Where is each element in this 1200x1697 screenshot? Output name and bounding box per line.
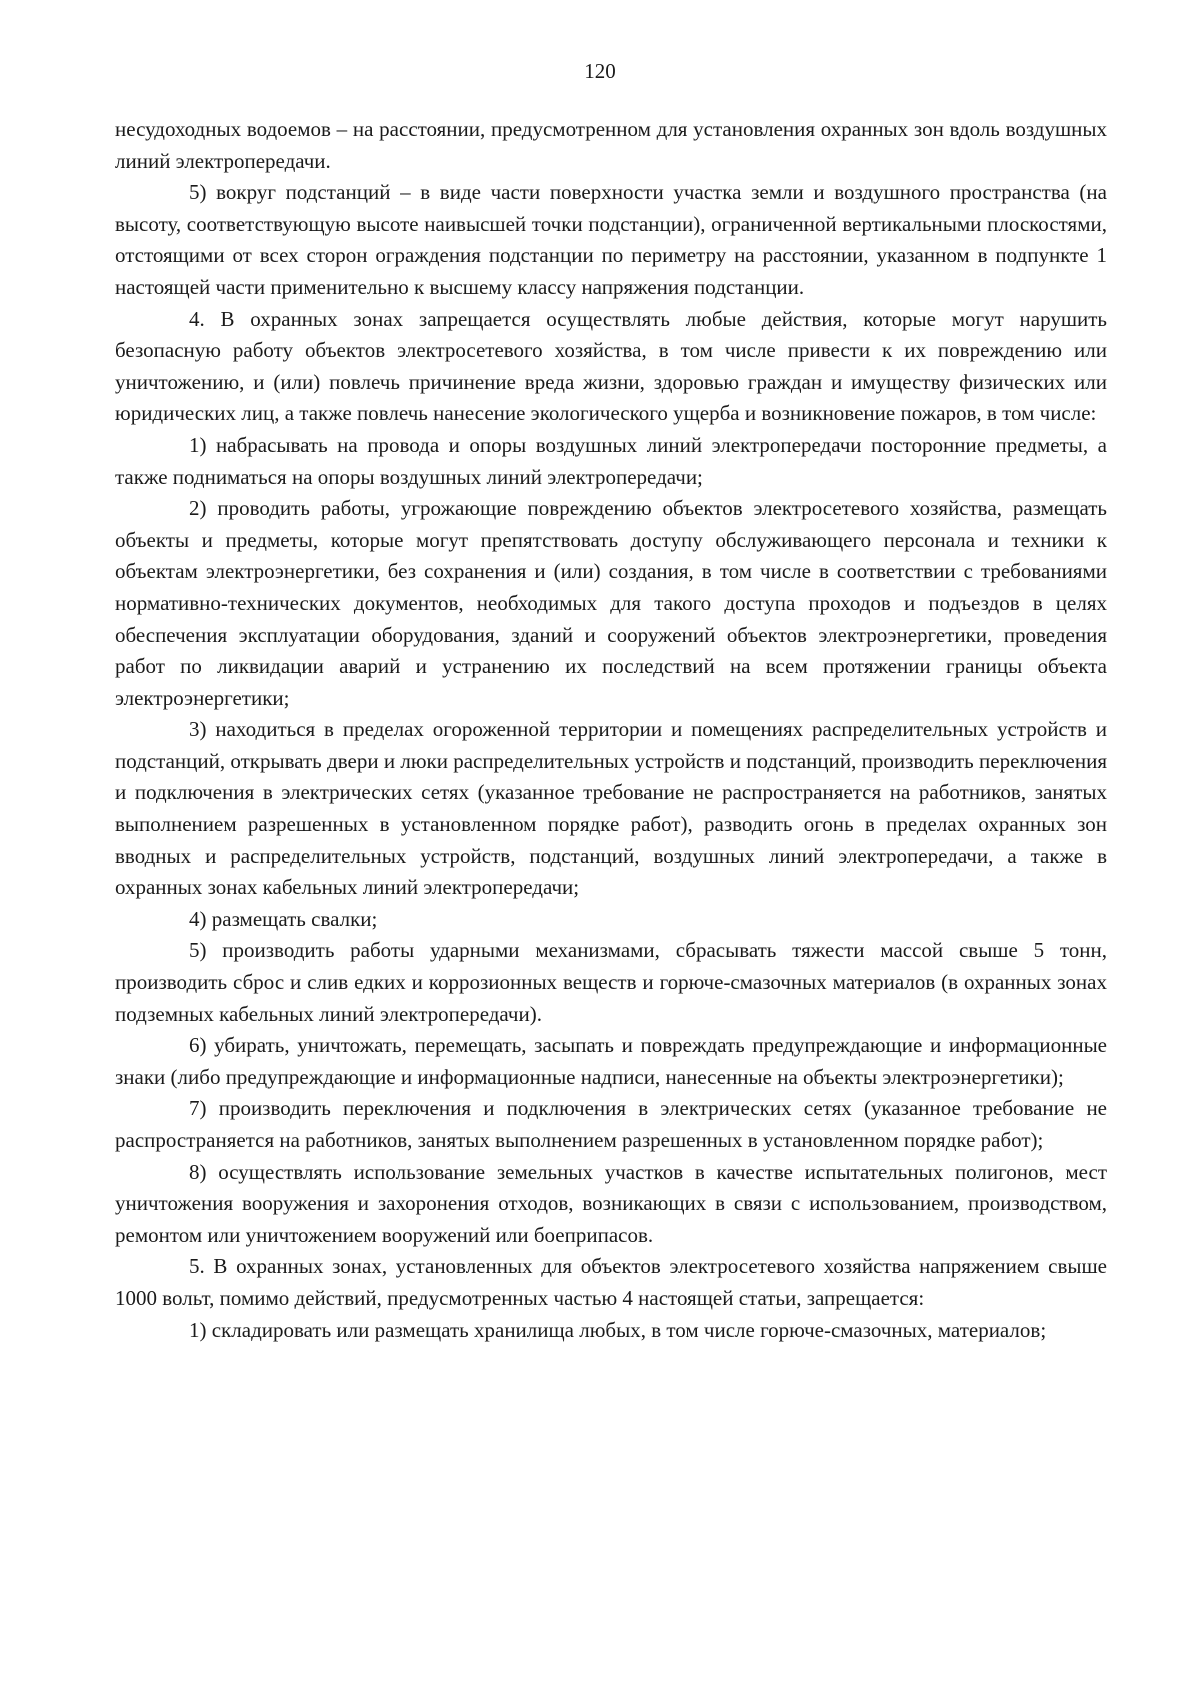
paragraph-part-4-item-2: 2) проводить работы, угрожающие повреждению объектов электросетевого хозяйства, размещать объекты и предметы, которые могут препятствовать доступу обслуживающего персонала и техники к объектам электроэнергетики, без сохранения и (или) создания, в том числе в соответствии с требованиями нормативно-технических документов, необходимых для такого доступа проходов и подъездов в целях обеспечения эксплуатации оборудования, зданий и сооружений объектов электроэнергетики, проведения работ по ликвидации аварий и устранению их последствий на всем протяжении границы объекта электроэнергетики; [115, 496, 1107, 710]
paragraph-part-4-item-5: 5) производить работы ударными механизмами, сбрасывать тяжести массой свыше 5 тонн, производить сброс и слив едких и коррозионных веществ и горюче-смазочных материалов (в охранных зонах подземных кабельных линий электропередачи). [115, 938, 1107, 1026]
paragraph-item-5-substations: 5) вокруг подстанций – в виде части поверхности участка земли и воздушного пространства (на высоту, соответствующую высоте наивысшей точки подстанции), ограниченной вертикальными плоскостями, отстоящими от всех сторон ограждения подстанции по периметру на расстоянии, указанном в подпункте 1 настоящей части применительно к высшему классу напряжения подстанции. [115, 180, 1107, 299]
body-text [115, 114, 1107, 1346]
paragraph-part-4-item-4: 4) размещать свалки; [189, 906, 378, 931]
paragraph-part-4-item-6: 6) убирать, уничтожать, перемещать, засыпать и повреждать предупреждающие и информационные знаки (либо предупреждающие и информационные надписи, нанесенные на объекты электроэнергетики); [115, 1033, 1107, 1089]
page-number: 120 [584, 59, 616, 83]
paragraph-continuation: несудоходных водоемов – на расстоянии, предусмотренном для установления охранных зон вдоль воздушных линий электропередачи. [115, 117, 1107, 173]
paragraph-part-4-item-3: 3) находиться в пределах огороженной территории и помещениях распределительных устройств и подстанций, открывать двери и люки распределительных устройств и подстанций, производить переключения и подключения в электрических сетях (указанное требование не распространяется на работников, занятых выполнением разрешенных в установленном порядке работ), разводить огонь в пределах охранных зон вводных и распределительных устройств, подстанций, воздушных линий электропередачи, а также в охранных зонах кабельных линий электропередачи; [115, 717, 1107, 900]
paragraph-part-5-item-1: 1) складировать или размещать хранилища любых, в том числе горюче-смазочных, материалов; [189, 1317, 1047, 1342]
paragraph-part-4-item-7: 7) производить переключения и подключения в электрических сетях (указанное требование не распространяется на работников, занятых выполнением разрешенных в установленном порядке работ); [115, 1096, 1107, 1152]
paragraph-part-4-item-8: 8) осуществлять использование земельных участков в качестве испытательных полигонов, мест уничтожения вооружения и захоронения отходов, возникающих в связи с использованием, производством, ремонтом или уничтожением вооружений или боеприпасов. [115, 1159, 1107, 1247]
paragraph-part-4: 4. В охранных зонах запрещается осуществлять любые действия, которые могут нарушить безопасную работу объектов электросетевого хозяйства, в том числе привести к их повреждению или уничтожению, и (или) повлечь причинение вреда жизни, здоровью граждан и имуществу физических или юридических лиц, а также повлечь нанесение экологического ущерба и возникновение пожаров, в том числе: [115, 306, 1107, 426]
paragraph-part-5: 5. В охранных зонах, установленных для объектов электросетевого хозяйства напряжением свыше 1000 вольт, помимо действий, предусмотренных частью 4 настоящей статьи, запрещается: [115, 1254, 1107, 1310]
paragraph-part-4-item-1: 1) набрасывать на провода и опоры воздушных линий электропередачи посторонние предметы, а также подниматься на опоры воздушных линий электропередачи; [115, 432, 1107, 489]
